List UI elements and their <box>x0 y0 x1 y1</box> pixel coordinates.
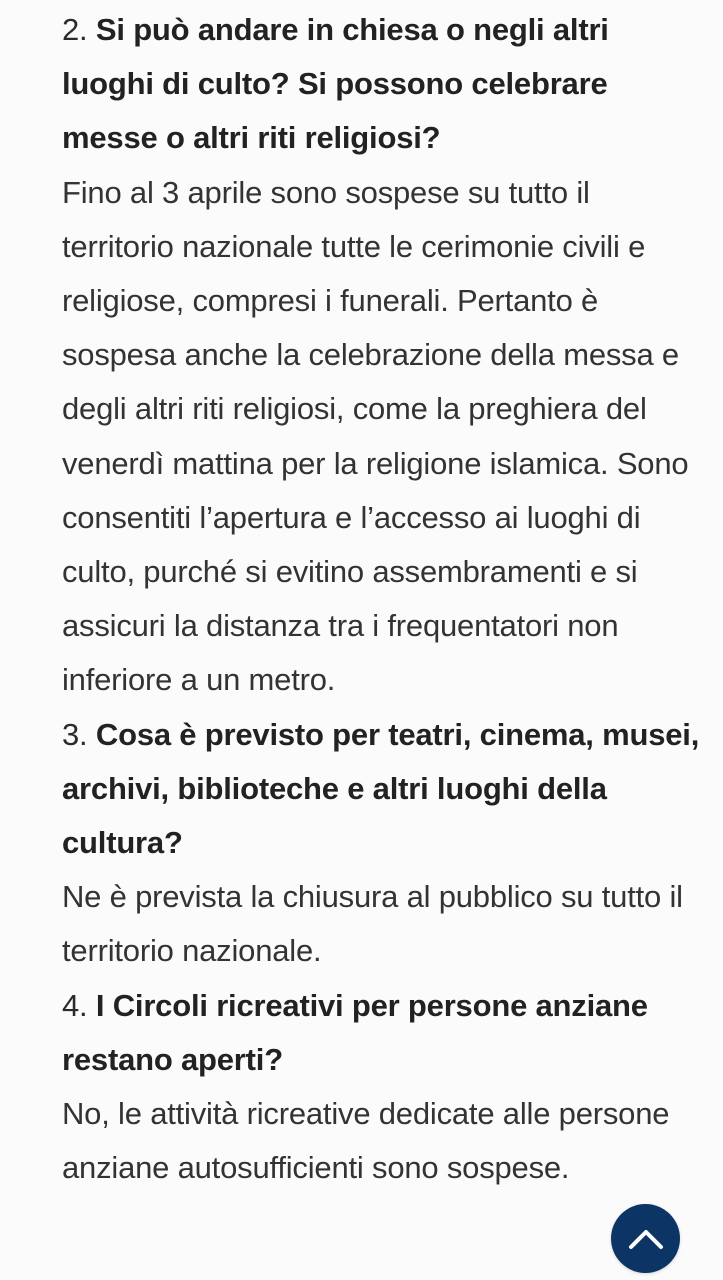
faq-question-text: I Circoli ricreativi per persone anziane restano aperti? <box>62 987 648 1077</box>
faq-question-text: Cosa è previsto per teatri, cinema, musei, archivi, biblioteche e altri luoghi della cultura? <box>62 716 700 861</box>
faq-item <box>62 3 707 708</box>
faq-answer: Ne è prevista la chiusura al pubblico su tutto il territorio nazionale. <box>62 879 683 969</box>
faq-content <box>62 3 707 1195</box>
scroll-to-top-button[interactable] <box>611 1204 680 1273</box>
chevron-up-icon <box>628 1228 664 1250</box>
faq-question-number: 4. <box>62 987 88 1023</box>
faq-item <box>62 979 707 1196</box>
faq-question-text: Si può andare in chiesa o negli altri luoghi di culto? Si possono celebrare messe o altri riti religiosi? <box>62 12 609 156</box>
faq-question <box>62 708 707 871</box>
faq-question-number: 3. <box>62 716 88 752</box>
faq-question-number: 2. <box>62 12 88 47</box>
faq-answer: No, le attività ricreative dedicate alle persone anziane autosufficienti sono sospese. <box>62 1096 670 1186</box>
faq-question <box>62 3 707 166</box>
faq-answer: Fino al 3 aprile sono sospese su tutto il territorio nazionale tutte le cerimonie civili e religiose, compresi i funerali. Pertanto è sospesa anche la celebrazione della messa e degli altri riti religiosi, come la preghiera del venerdì mattina per la religione islamica. Sono consentiti l’apertura e l’accesso ai luoghi di culto, purché si evitino assembramenti e si assicuri la distanza tra i frequentatori non inferiore a un metro. <box>62 174 689 698</box>
faq-item <box>62 708 707 979</box>
faq-question <box>62 979 707 1087</box>
